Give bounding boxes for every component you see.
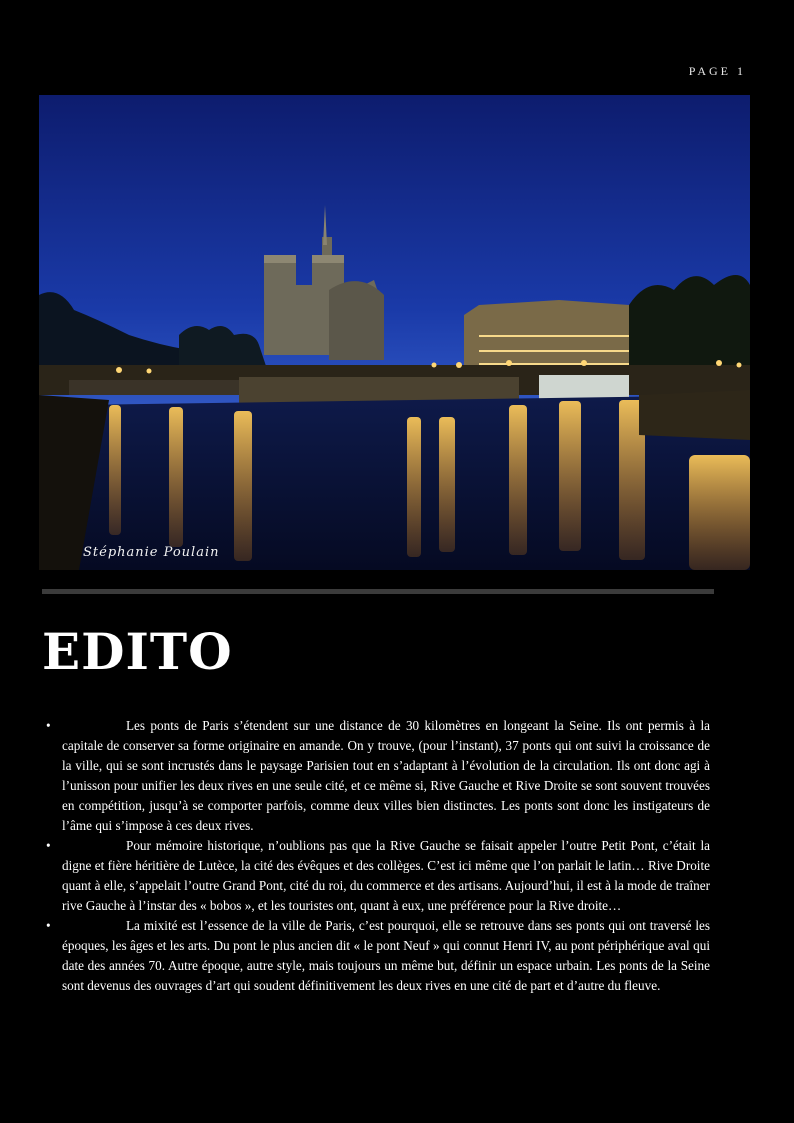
list-item [62, 916, 710, 996]
paragraph-text: Les ponts de Paris s’étendent sur une distance de 30 kilomètres en longeant la Seine. Ils ont permis à la capitale de conserver sa forme originaire en amande. On y trouve, (pour l’instant), 37 ponts qui ont suivi la croissance de la ville, qui se sont incrustés dans le paysage Parisien tout en s’adaptant à l’évolution de la circulation. Ils ont donc agi à l’unisson pour unifier les deux rives en une seule cité, et ce même si, Rive Gauche et Rive Droite se sont souvent trouvées en compétition, jusqu’à se comporter parfois, comme deux villes bien distinctes. Les ponts sont donc les instigateurs de l’âme qui s’impose à ces deux rives. [62, 718, 710, 833]
paragraph-text: La mixité est l’essence de la ville de Paris, c’est pourquoi, elle se retrouve dans ses ponts qui ont traversé les époques, les âges et les arts. Du pont le plus ancien dit « le pont Neuf » qui connut Henri IV, au pont périphérique aval qui date des années 70. Autre époque, autre style, mais toujours un même but, définir un espace urbain. Les ponts de la Seine sont devenus des ouvrages d’art qui soudent définitivement les deux rives en une cité de part et d’autre du fleuve. [62, 918, 710, 993]
night-cityscape-image [39, 95, 750, 570]
cover-photo [39, 95, 750, 570]
list-item [62, 716, 710, 836]
page-number: PAGE 1 [688, 64, 746, 78]
section-divider [42, 589, 714, 594]
list-item [62, 836, 710, 916]
photo-credit: Stéphanie Poulain [83, 545, 220, 560]
edito-paragraphs [62, 716, 710, 996]
page-title: EDITO [42, 622, 233, 681]
paragraph-text: Pour mémoire historique, n’oublions pas que la Rive Gauche se faisait appeler l’outre Petit Pont, c’était la digne et fière héritière de Lutèce, la cité des évêques et des collèges. C’est ici même que l’on parlait le latin… Rive Droite quant à elle, s’appelait l’outre Grand Pont, cité du roi, du commerce et des artisans. Aujourd’hui, il est à la mode de traîner rive Gauche à l’instar des « bobos », et les touristes ont, quant à eux, une préférence pour la Rive droite… [62, 838, 710, 913]
